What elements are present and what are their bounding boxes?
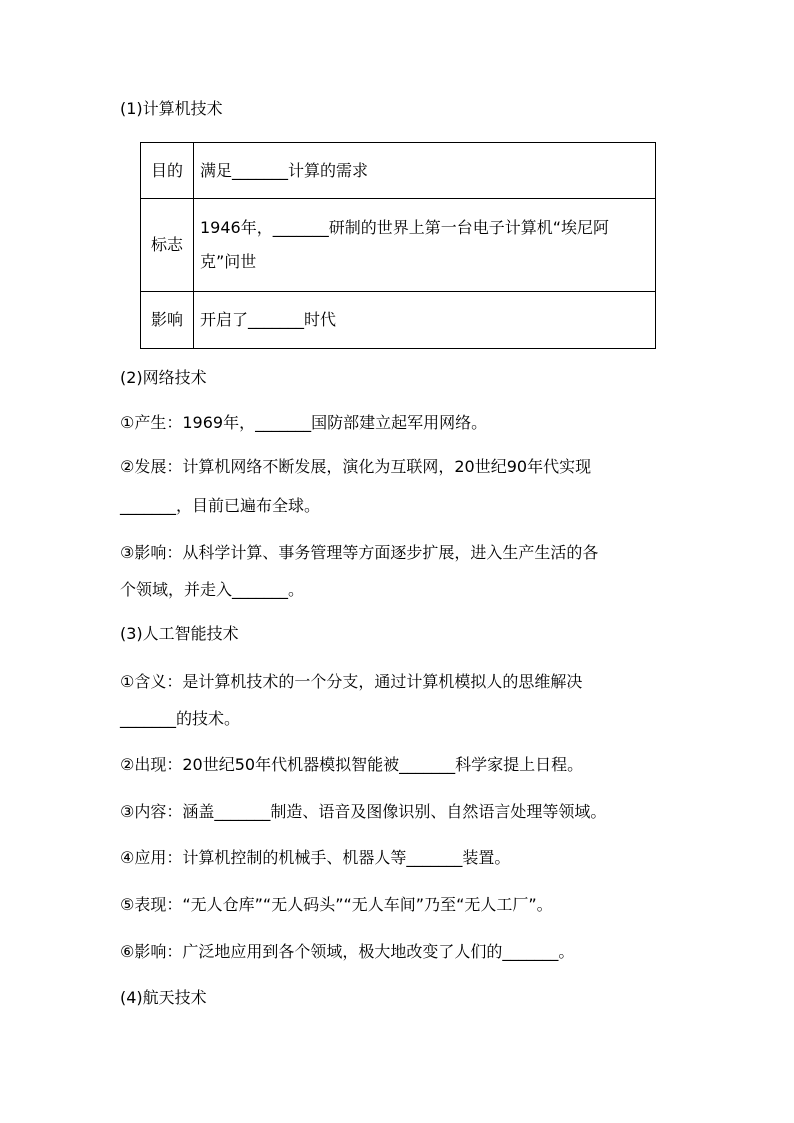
list-item: ④应用：计算机控制的机械手、机器人等_______装置。 [120,848,511,867]
section-heading-network: (2)网络技术 [120,368,207,387]
list-item: ③内容：涵盖_______制造、语音及图像识别、自然语言处理等领域。 [120,802,607,821]
section-heading-ai: (3)人工智能技术 [120,624,239,643]
row-content: 1946年，_______研制的世界上第一台电子计算机“埃尼阿克”问世 [194,199,656,292]
table-row [141,143,656,199]
list-item-continuation: _______，目前已遍布全球。 [120,496,321,515]
row-label: 标志 [141,199,194,292]
list-item: ②发展：计算机网络不断发展，演化为互联网，20世纪90年代实现 [120,457,592,476]
section-heading-aerospace: (4)航天技术 [120,988,207,1007]
row-content: 满足_______计算的需求 [194,143,656,199]
list-item: ①产生：1969年，_______国防部建立起军用网络。 [120,413,488,432]
list-item-continuation: _______的技术。 [120,709,241,728]
list-item: ②出现：20世纪50年代机器模拟智能被_______科学家提上日程。 [120,755,584,774]
list-item: ③影响：从科学计算、事务管理等方面逐步扩展，进入生产生活的各 [120,543,599,562]
row-label: 影响 [141,292,194,349]
table-row [141,199,656,292]
list-item: ⑥影响：广泛地应用到各个领域，极大地改变了人们的_______。 [120,942,575,961]
computer-technology-table [140,142,656,349]
list-item-continuation: 个领域，并走入_______。 [120,580,305,599]
row-content: 开启了_______时代 [194,292,656,349]
table-row [141,292,656,349]
list-item: ⑤表现：“无人仓库”“无人码头”“无人车间”乃至“无人工厂”。 [120,895,553,914]
list-item: ①含义：是计算机技术的一个分支，通过计算机模拟人的思维解决 [120,672,583,691]
section-heading-computer: (1)计算机技术 [120,99,223,118]
row-label: 目的 [141,143,194,199]
